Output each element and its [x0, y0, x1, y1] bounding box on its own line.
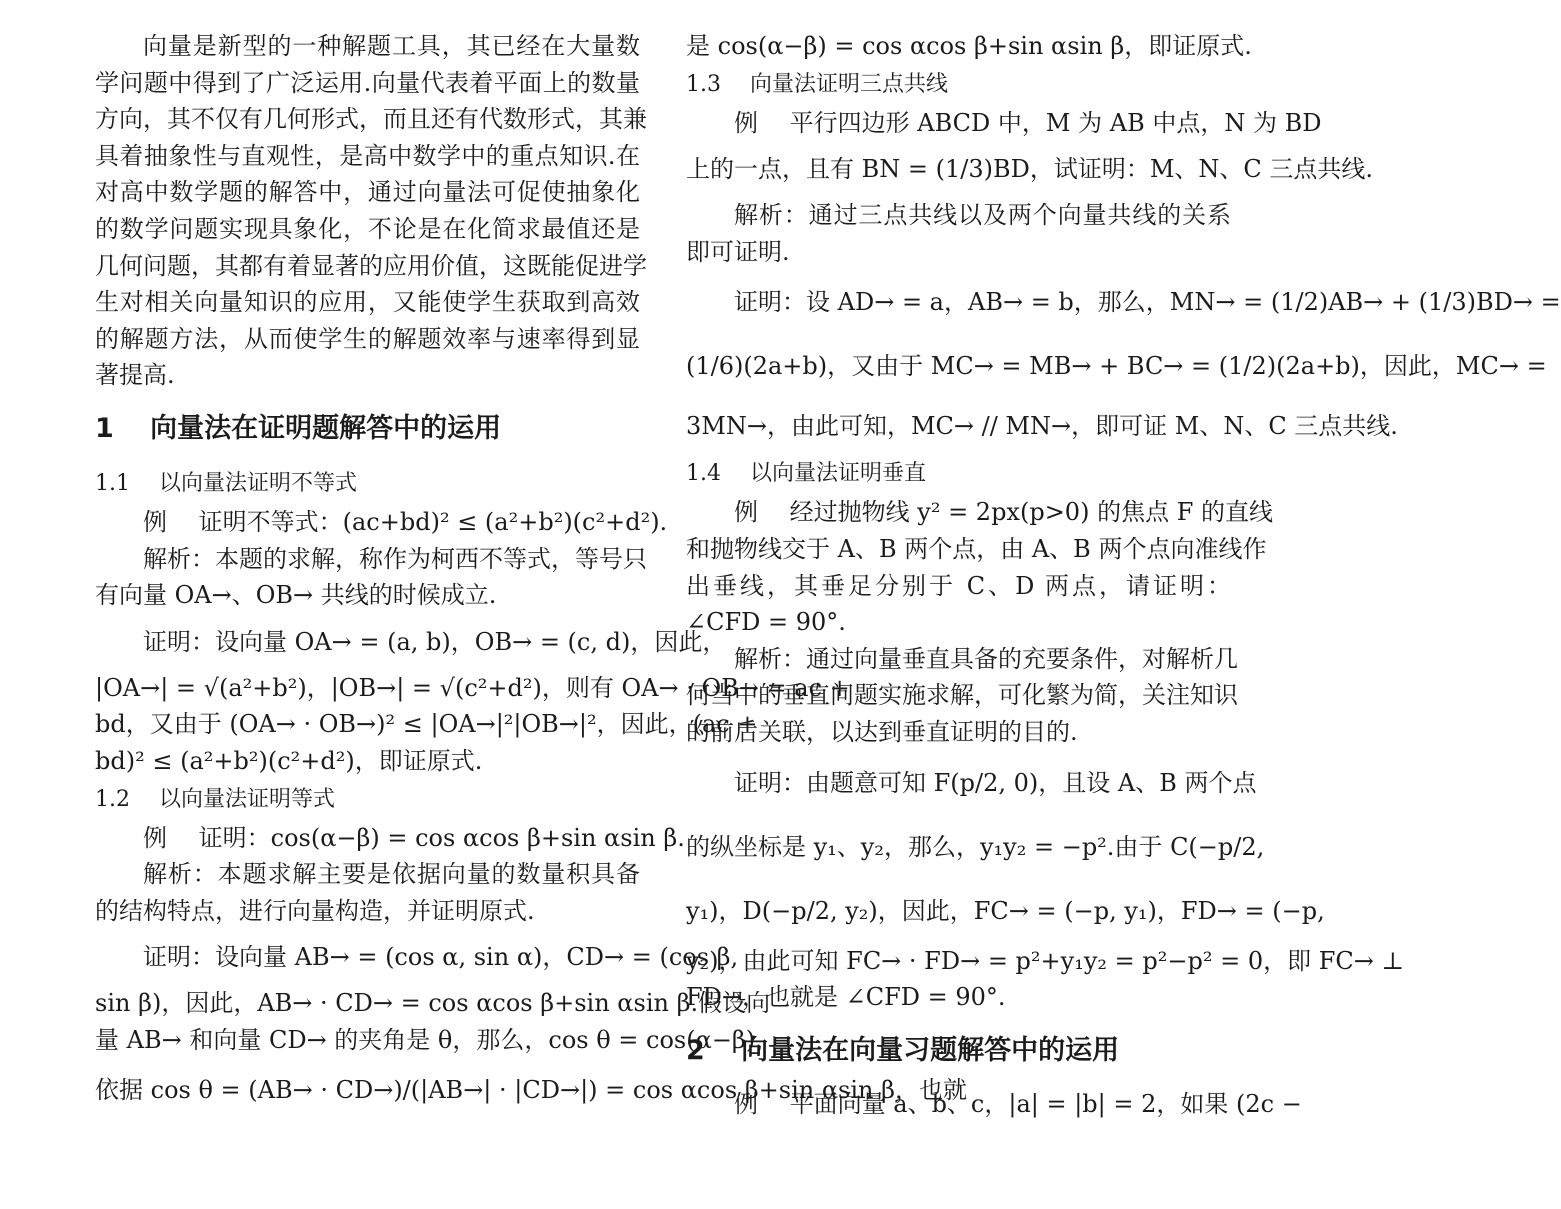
text-line: 是 cos(α−β) = cos αcos β+sin αsin β，即证原式. [686, 32, 1252, 60]
section-heading: 2 向量法在向量习题解答中的运用 [686, 1034, 1120, 1066]
subsection-heading: 1.3 向量法证明三点共线 [686, 71, 948, 97]
text-line: 解析：本题的求解，称作为柯西不等式，等号只 [143, 544, 647, 573]
text-line: 例 平行四边形 ABCD 中，M 为 AB 中点，N 为 BD [734, 108, 1322, 137]
text-line: FD→，也就是 ∠CFD = 90°. [686, 983, 1006, 1012]
text-line: 的前后关联，以达到垂直证明的目的. [686, 717, 1078, 746]
text-line: 依据 cos θ = (AB→ · CD→)/(|AB→| · |CD→|) = cos αcos β+sin αsin β，也就 [95, 1076, 967, 1105]
text-line: 的解题方法，从而使学生的解题效率与速率得到显 [95, 324, 640, 353]
text-line: 何当中的垂直问题实施求解，可化繁为简，关注知识 [686, 681, 1238, 710]
text-line: 学问题中得到了广泛运用.向量代表着平面上的数量 [95, 68, 640, 97]
text-line: 的结构特点，进行向量构造，并证明原式. [95, 896, 535, 925]
text-line: ∠CFD = 90°. [686, 608, 846, 637]
text-line: 例 经过抛物线 y² = 2px(p>0) 的焦点 F 的直线 [734, 498, 1273, 527]
text-line: y₁)，D(−p/2, y₂)，因此，FC→ = (−p, y₁)，FD→ = (−p, [686, 896, 1325, 925]
text-line: y₂)，由此可知 FC→ · FD→ = p²+y₁y₂ = p²−p² = 0，即 FC→ ⊥ [686, 946, 1405, 975]
text-line: |OA→| = √(a²+b²)，|OB→| = √(c²+d²)，则有 OA→ · OB→ = ac + [95, 673, 850, 702]
text-line: 和抛物线交于 A、B 两个点，由 A、B 两个点向准线作 [686, 534, 1267, 563]
text-line: 向量是新型的一种解题工具，其已经在大量数 [143, 32, 640, 60]
text-line: 3MN→，由此可知，MC→ // MN→，即可证 M、N、C 三点共线. [686, 412, 1398, 441]
text-line: 解析：本题求解主要是依据向量的数量积具备 [143, 860, 640, 889]
text-line: 的数学问题实现具象化，不论是在化简求最值还是 [95, 214, 640, 243]
text-line: 证明：设向量 AB→ = (cos α, sin α)，CD→ = (cos β, [143, 943, 739, 972]
text-line: 著提高. [95, 361, 175, 390]
text-line: 有向量 OA→、OB→ 共线的时候成立. [95, 581, 497, 610]
text-line: 对高中数学题的解答中，通过向量法可促使抽象化 [95, 178, 640, 207]
section-heading: 1 向量法在证明题解答中的运用 [95, 412, 502, 444]
right-column [686, 28, 1561, 1122]
text-line: bd)² ≤ (a²+b²)(c²+d²)，即证原式. [95, 746, 483, 775]
text-line: 例 证明：cos(α−β) = cos αcos β+sin αsin β. [143, 823, 685, 852]
text-line: 几何问题，其都有着显著的应用价值，这既能促进学 [95, 251, 647, 280]
text-line: 上的一点，且有 BN = (1/3)BD，试证明：M、N、C 三点共线. [686, 155, 1374, 184]
text-line: 出垂线，其垂足分别于 C、D 两点，请证明： [686, 571, 1231, 600]
text-line: 的纵坐标是 y₁、y₂，那么，y₁y₂ = −p².由于 C(−p/2, [686, 832, 1265, 861]
text-line: 证明：由题意可知 F(p/2, 0)，且设 A、B 两个点 [734, 768, 1257, 797]
subsection-heading: 1.2 以向量法证明等式 [95, 786, 335, 812]
text-line: 例 平面向量 a、b、c，|a| = |b| = 2，如果 (2c − [734, 1089, 1302, 1118]
text-line: 即可证明. [686, 237, 790, 266]
text-line: 方向，其不仅有几何形式，而且还有代数形式，其兼 [95, 105, 647, 134]
text-line: 具着抽象性与直观性，是高中数学中的重点知识.在 [95, 141, 640, 170]
text-line: 生对相关向量知识的应用，又能使学生获取到高效 [95, 288, 640, 317]
text-line: sin β)，因此，AB→ · CD→ = cos αcos β+sin αsin β.假设向 [95, 989, 771, 1018]
subsection-heading: 1.4 以向量法证明垂直 [686, 461, 926, 487]
subsection-heading: 1.1 以向量法证明不等式 [95, 470, 357, 496]
text-line: 例 证明不等式：(ac+bd)² ≤ (a²+b²)(c²+d²). [143, 507, 668, 536]
text-line: 证明：设 AD→ = a，AB→ = b，那么，MN→ = (1/2)AB→ + (1/3)BD→ = [734, 288, 1561, 317]
text-line: 解析：通过向量垂直具备的充要条件，对解析几 [734, 644, 1238, 673]
text-line: bd，又由于 (OA→ · OB→)² ≤ |OA→|²|OB→|²，因此，(ac + [95, 710, 758, 739]
text-line: 解析：通过三点共线以及两个向量共线的关系 [734, 201, 1231, 230]
text-line: 证明：设向量 OA→ = (a, b)，OB→ = (c, d)，因此， [143, 627, 727, 656]
text-line: 量 AB→ 和向量 CD→ 的夹角是 θ，那么，cos θ = cos(α−β)， [95, 1025, 780, 1054]
text-line: (1/6)(2a+b)，又由于 MC→ = MB→ + BC→ = (1/2)(2a+b)，因此，MC→ = [686, 352, 1547, 381]
